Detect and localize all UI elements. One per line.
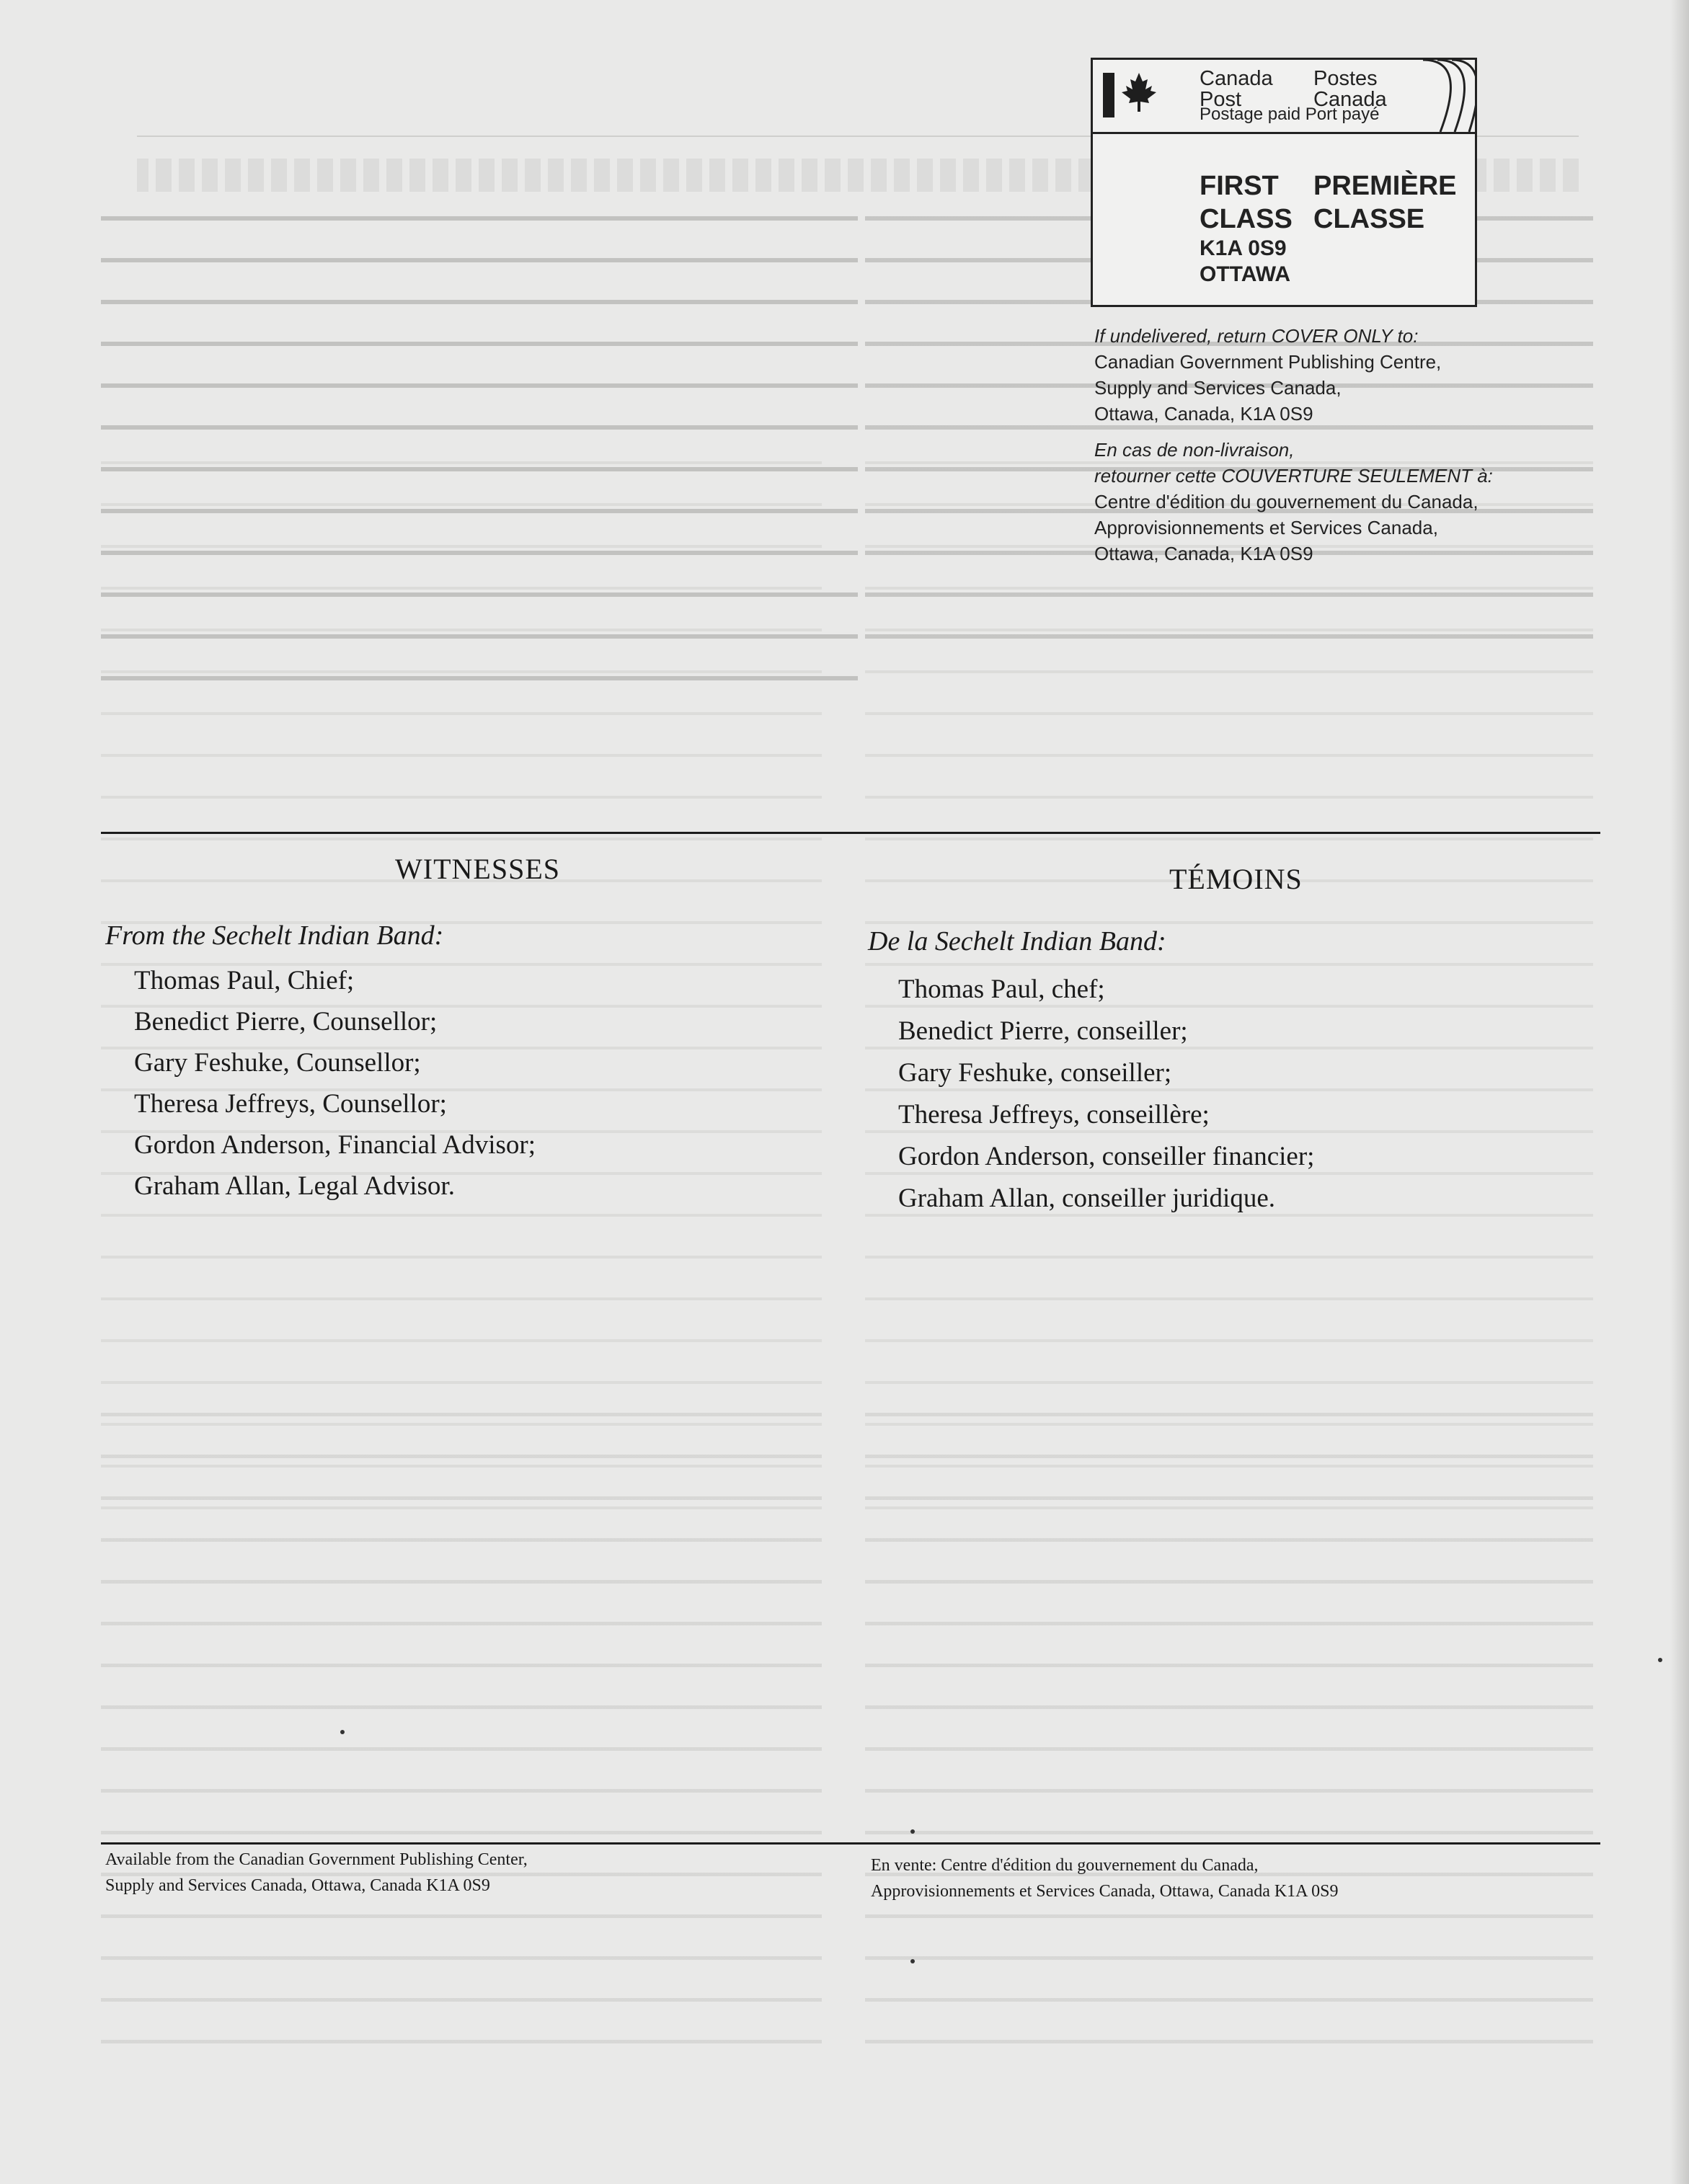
witness-en-3: Gary Feshuke, Counsellor; [134,1048,421,1078]
indicia-header [1093,60,1475,134]
witness-en-2: Benedict Pierre, Counsellor; [134,1007,438,1036]
classe-label: CLASSE [1313,204,1425,234]
speed-lines-icon [1396,60,1475,132]
indicia-canada-fr: Canada [1313,88,1387,111]
footer-availability-fr [871,1852,1339,1904]
witness-en-1: Thomas Paul, Chief; [134,966,355,995]
footer-fr-line-1: En vente: Centre d'édition du gouvernement du Canada, [871,1856,1259,1875]
witness-fr-2: Benedict Pierre, conseiller; [898,1016,1188,1046]
return-intro-fr-2: retourner cette COUVERTURE SEULEMENT à: [1094,465,1493,487]
witnesses-top-rule [101,832,1600,834]
witness-list-fr [898,969,1314,1220]
return-line-fr-1: Centre d'édition du gouvernement du Canada, [1094,491,1479,512]
footer-availability-en [105,1847,528,1899]
postage-paid-text: Postage paid Port payé [1200,105,1380,124]
bleed-through-lines-lower-right [865,1413,1593,2076]
page-edge-shadow [1670,0,1689,2184]
canada-post-maple-leaf-icon [1103,70,1158,120]
footer-en-line-1: Available from the Canadian Government Publishing Center, [105,1850,528,1869]
footer-en-line-2: Supply and Services Canada, Ottawa, Canada K1A 0S9 [105,1876,490,1895]
dust-speck [1658,1658,1662,1662]
first-label: FIRST [1200,171,1279,201]
witness-en-4: Theresa Jeffreys, Counsellor; [134,1089,447,1119]
return-intro-en: If undelivered, return COVER ONLY to: [1094,325,1419,347]
footer-rule [101,1842,1600,1845]
bleed-through-upside-left [101,216,858,714]
indicia-postes-fr: Postes [1313,67,1378,90]
witnesses-heading-fr: TÉMOINS [1169,863,1303,895]
return-line-en-1: Canadian Government Publishing Centre, [1094,351,1442,373]
mail-class-block [1200,169,1456,288]
witness-organization-en: From the Sechelt Indian Band: [105,920,444,951]
witness-organization-fr: De la Sechelt Indian Band: [868,926,1166,956]
witness-fr-5: Gordon Anderson, conseiller financier; [898,1142,1315,1171]
return-intro-fr-1: En cas de non-livraison, [1094,439,1295,461]
bleed-through-lines-lower-left [101,1413,822,2061]
footer-fr-line-2: Approvisionnements et Services Canada, Ottawa, Canada K1A 0S9 [871,1882,1339,1901]
indicia-postal-code: K1A 0S9 [1200,236,1287,260]
witness-list-en [134,960,536,1207]
witness-fr-4: Theresa Jeffreys, conseillère; [898,1100,1210,1129]
return-line-en-3: Ottawa, Canada, K1A 0S9 [1094,403,1313,425]
witnesses-heading-en: WITNESSES [395,853,560,885]
indicia-post-en: Post [1200,88,1242,111]
return-line-fr-3: Ottawa, Canada, K1A 0S9 [1094,543,1313,564]
dust-speck [910,1959,915,1963]
class-label: CLASS [1200,204,1293,234]
witness-en-6: Graham Allan, Legal Advisor. [134,1171,455,1201]
witness-fr-1: Thomas Paul, chef; [898,975,1105,1004]
return-address-block [1094,323,1599,567]
postal-indicia [1091,58,1477,307]
indicia-city: OTTAWA [1200,262,1291,286]
premiere-label: PREMIÈRE [1313,171,1457,201]
dust-speck [340,1730,345,1734]
indicia-canada-en: Canada [1200,67,1273,90]
witness-fr-6: Graham Allan, conseiller juridique. [898,1184,1275,1213]
return-line-en-2: Supply and Services Canada, [1094,377,1342,399]
witness-fr-3: Gary Feshuke, conseiller; [898,1058,1172,1088]
witness-en-5: Gordon Anderson, Financial Advisor; [134,1130,536,1160]
return-line-fr-2: Approvisionnements et Services Canada, [1094,517,1438,538]
dust-speck [910,1829,915,1834]
